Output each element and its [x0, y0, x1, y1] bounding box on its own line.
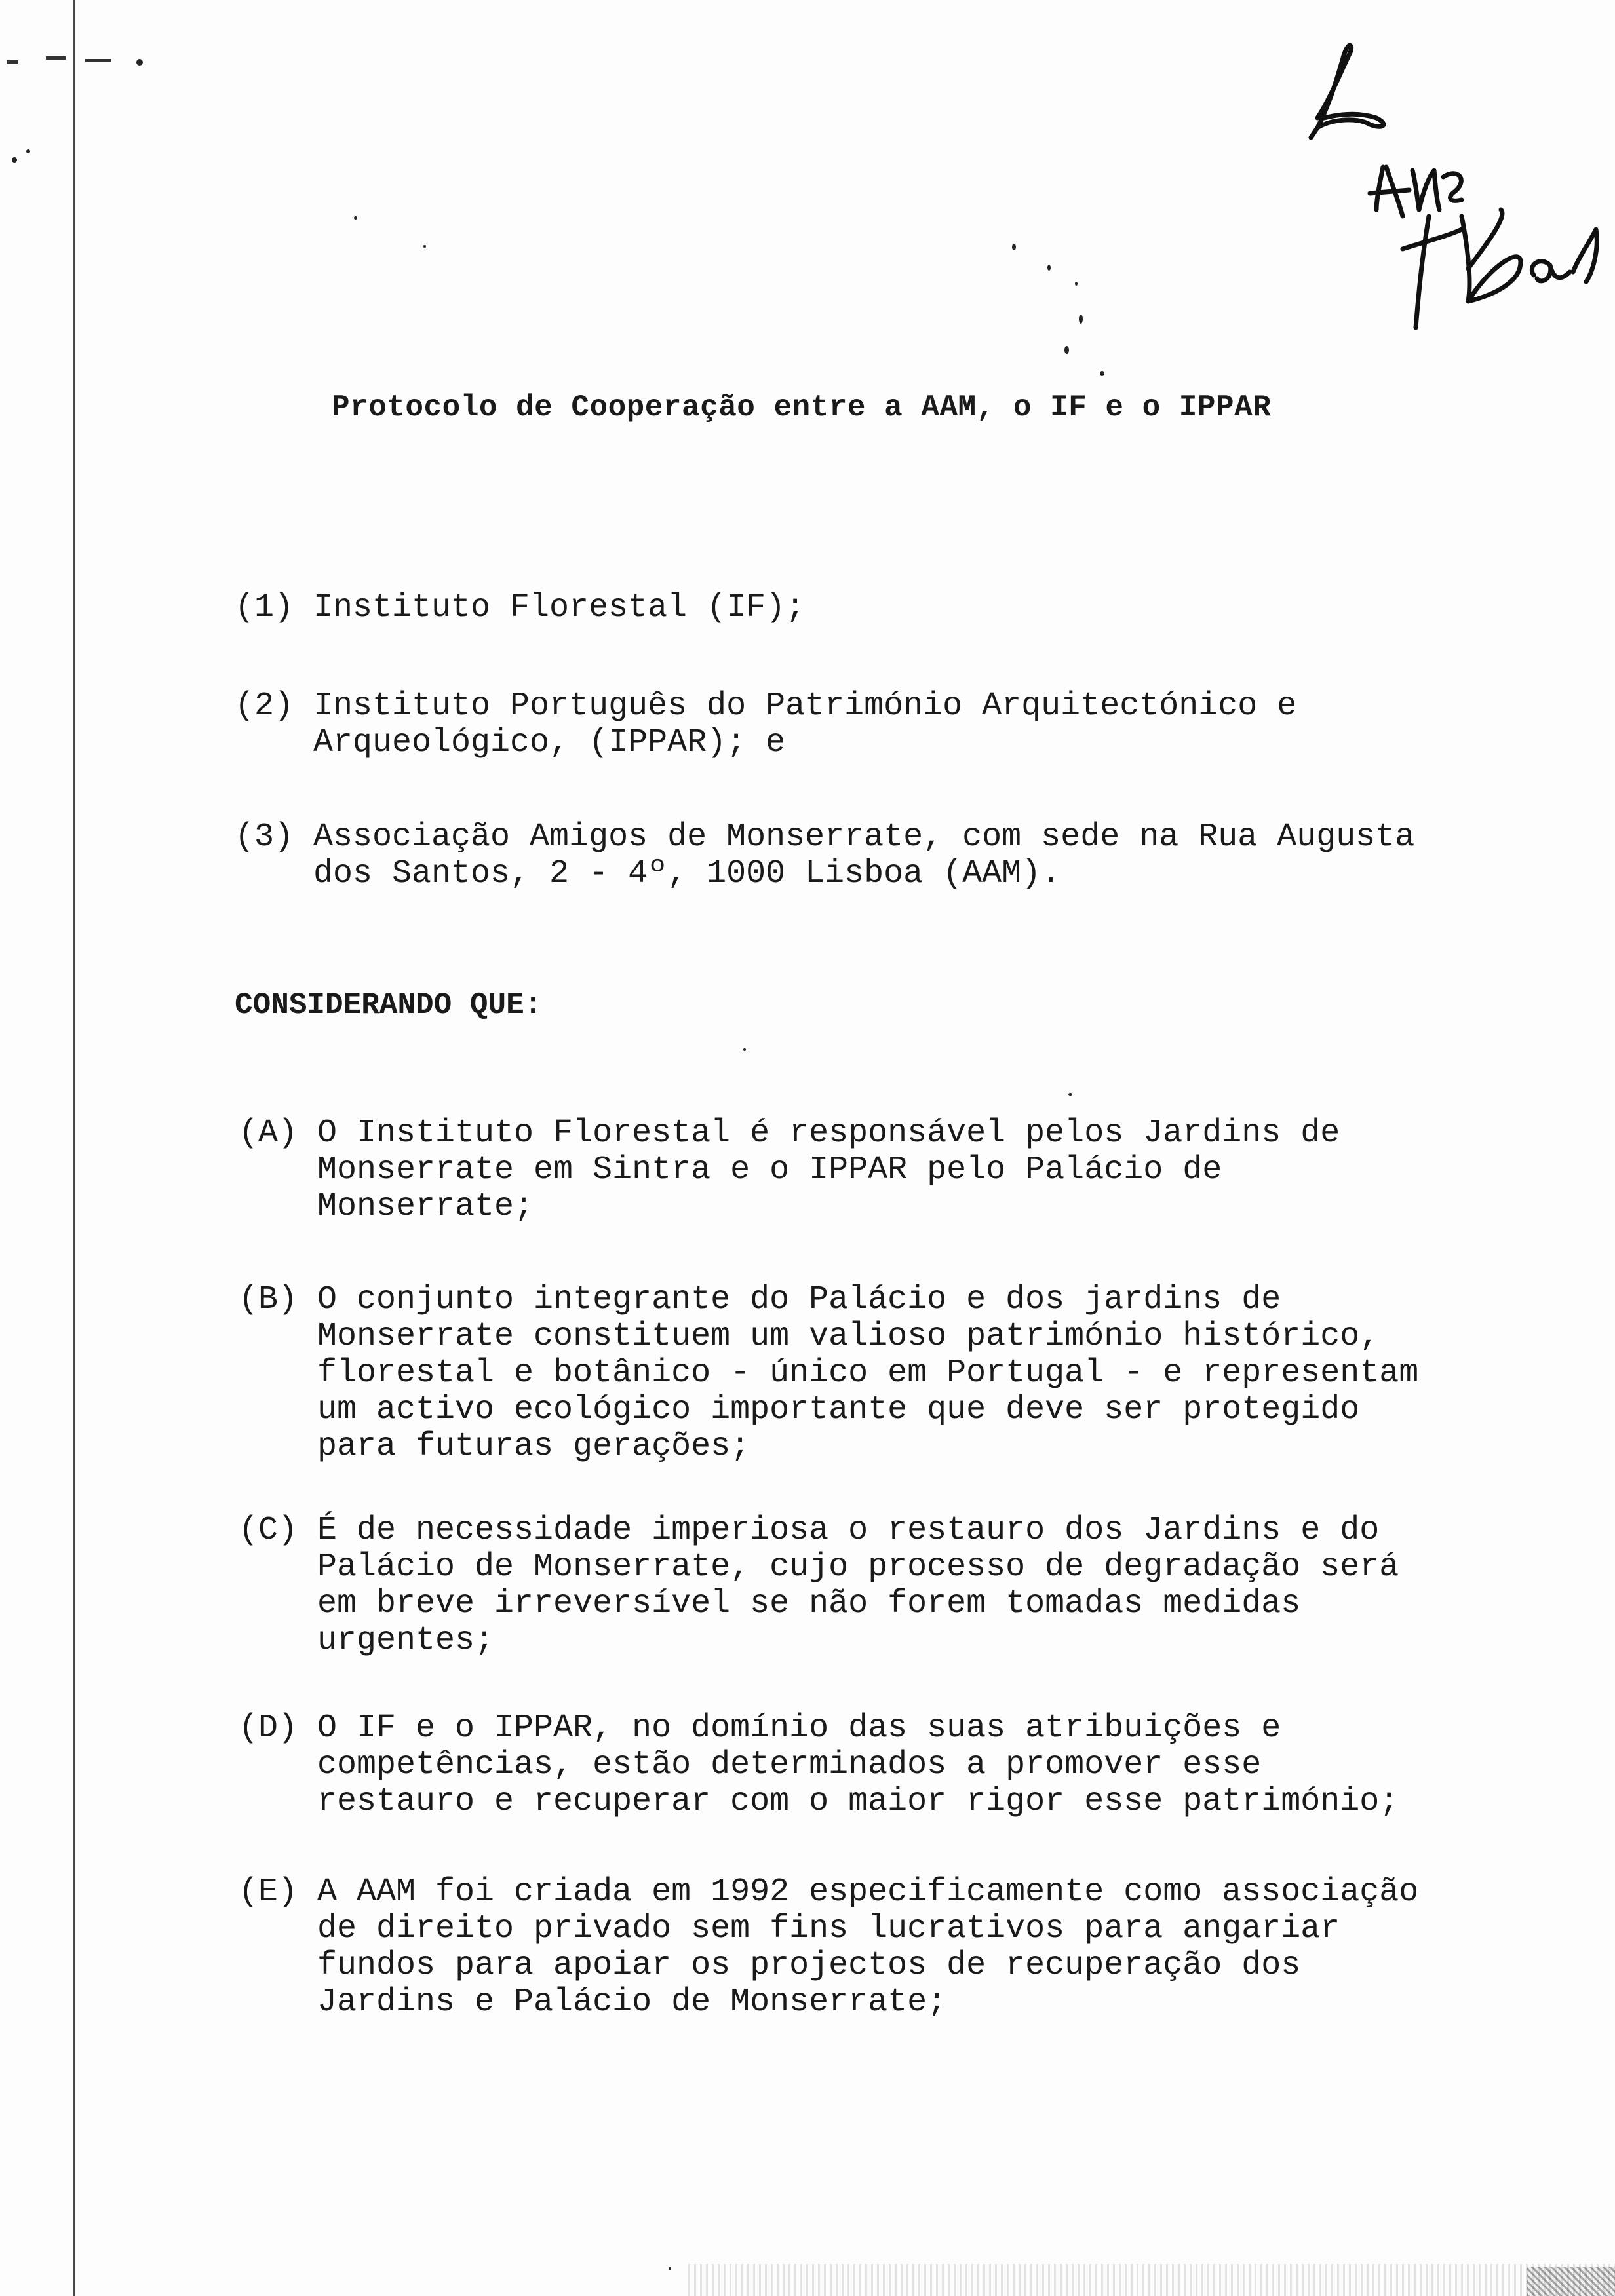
clause-label: (C) — [239, 1512, 298, 1549]
clause-text-line: Monserrate constituem um valioso património histórico, — [317, 1318, 1380, 1355]
clause-text-line: Jardins e Palácio de Monserrate; — [317, 1983, 947, 2021]
scan-noise-dark — [1527, 2267, 1615, 2296]
clause-label: (A) — [239, 1115, 298, 1152]
scan-speck — [1100, 371, 1104, 376]
clause-text-line: É de necessidade imperiosa o restauro dos Jardins e do — [317, 1512, 1380, 1549]
scan-speck — [1079, 315, 1083, 324]
party-text-line: Instituto Florestal (IF); — [313, 589, 806, 626]
section-heading: CONSIDERANDO QUE: — [235, 988, 543, 1022]
handwritten-initials — [1272, 20, 1615, 334]
clause-text-line: de direito privado sem fins lucrativos para angariar — [317, 1910, 1340, 1947]
scan-margin-line — [73, 0, 75, 2296]
clause-text-line: O conjunto integrante do Palácio e dos jardins de — [317, 1281, 1281, 1318]
clause-label: (D) — [239, 1710, 298, 1747]
clause-text-line: um activo ecológico importante que deve ser protegido — [317, 1391, 1360, 1428]
scan-speck — [1012, 244, 1016, 250]
scan-speck — [354, 216, 357, 220]
clause-text-line: Palácio de Monserrate, cujo processo de degradação será — [317, 1548, 1399, 1586]
scan-speck — [12, 157, 17, 163]
clause-text-line: O Instituto Florestal é responsável pelos Jardins de — [317, 1115, 1340, 1152]
party-text-line: dos Santos, 2 - 4º, 1000 Lisboa (AAM). — [313, 855, 1061, 892]
party-text-line: Associação Amigos de Monserrate, com sede na Rua Augusta — [313, 818, 1415, 856]
scan-mark — [85, 59, 111, 62]
scan-speck — [1064, 346, 1069, 354]
clause-label: (E) — [239, 1873, 298, 1911]
party-text-line: Arqueológico, (IPPAR); e — [313, 724, 786, 761]
scan-speck — [1075, 282, 1078, 286]
clause-text-line: para futuras gerações; — [317, 1428, 750, 1465]
scan-mark — [7, 60, 18, 64]
scan-speck — [1047, 265, 1051, 271]
clause-text-line: urgentes; — [317, 1622, 495, 1659]
document-title: Protocolo de Cooperação entre a AAM, o IF e o IPPAR — [332, 391, 1272, 425]
clause-text-line: A AAM foi criada em 1992 especificamente como associação — [317, 1873, 1419, 1911]
clause-text-line: O IF e o IPPAR, no domínio das suas atribuições e — [317, 1710, 1281, 1747]
clause-text-line: competências, estão determinados a promover esse — [317, 1746, 1262, 1784]
party-text-line: Instituto Português do Património Arquitectónico e — [313, 687, 1297, 725]
scan-speck — [1068, 1093, 1072, 1096]
party-label: (2) — [235, 687, 294, 725]
party-label: (3) — [235, 818, 294, 856]
scan-mark — [46, 56, 66, 60]
scan-speck — [423, 245, 426, 248]
clause-text-line: florestal e botânico - único em Portugal - e representam — [317, 1354, 1419, 1392]
scan-speck — [136, 59, 143, 66]
clause-text-line: fundos para apoiar os projectos de recuperação dos — [317, 1947, 1301, 1984]
clause-text-line: Monserrate em Sintra e o IPPAR pelo Palácio de — [317, 1151, 1222, 1189]
clause-text-line: restauro e recuperar com o maior rigor esse património; — [317, 1783, 1399, 1820]
clause-text-line: em breve irreversível se não forem tomadas medidas — [317, 1585, 1301, 1622]
clause-text-line: Monserrate; — [317, 1188, 534, 1225]
scan-speck — [26, 149, 30, 153]
scan-noise — [688, 2264, 1615, 2296]
scan-speck — [743, 1048, 746, 1051]
scan-speck — [669, 2267, 671, 2270]
party-label: (1) — [235, 589, 294, 626]
clause-label: (B) — [239, 1281, 298, 1318]
